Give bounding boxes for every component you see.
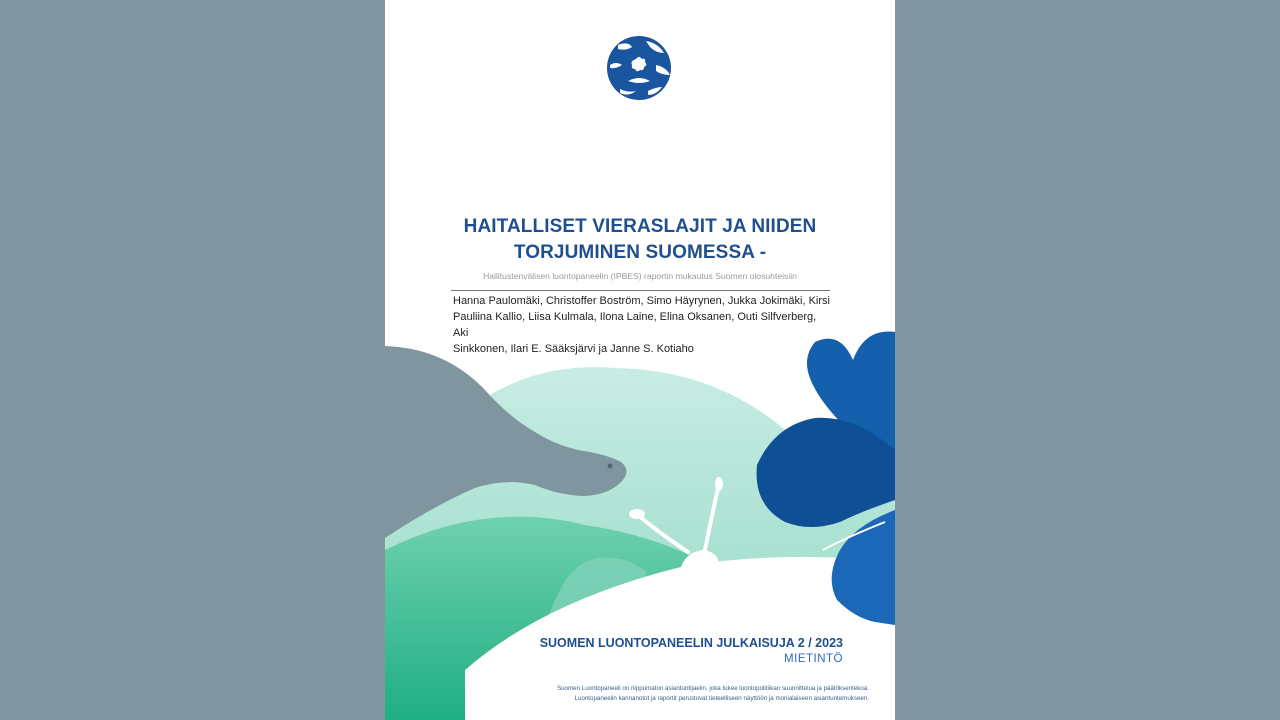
report-title <box>385 214 895 266</box>
authors-line-3: Sinkkonen, Ilari E. Sääksjärvi ja Janne S. Kotiaho <box>453 343 694 355</box>
report-subtitle: Hallitustenvälisen luontopaneelin (IPBES) raportin mukautus Suomen olosuhteisiin <box>483 271 797 281</box>
title-line-2: TORJUMINEN SUOMESSA - <box>513 242 767 263</box>
series-label: SUOMEN LUONTOPANEELIN JULKAISUJA 2 / 2023 <box>539 636 843 650</box>
footer-line-2: Luontopaneelin kannanotot ja raportit perustuvat tieteelliseen näyttöön ja monialaiseen asiantuntemukseen. <box>574 695 869 702</box>
title-divider <box>451 290 830 291</box>
authors-line-2: Pauliina Kallio, Liisa Kulmala, Ilona Laine, Elina Oksanen, Outi Silfverberg, Aki <box>453 311 817 339</box>
footer-note <box>499 684 869 704</box>
report-cover <box>385 0 895 720</box>
luontopaneeli-logo-icon <box>606 35 672 101</box>
authors-line-1: Hanna Paulomäki, Christoffer Boström, Simo Häyrynen, Jukka Jokimäki, Kirsi <box>453 295 830 307</box>
title-line-1: HAITALLISET VIERASLAJIT JA NIIDEN <box>463 216 817 237</box>
publication-type: MIETINTÖ <box>784 653 843 665</box>
footer-line-1: Suomen Luontopaneeli on riippumaton asiantuntijaelin, joka tukee luontopolitiikan suunnittelua ja päätöksentekoa. <box>556 685 869 692</box>
